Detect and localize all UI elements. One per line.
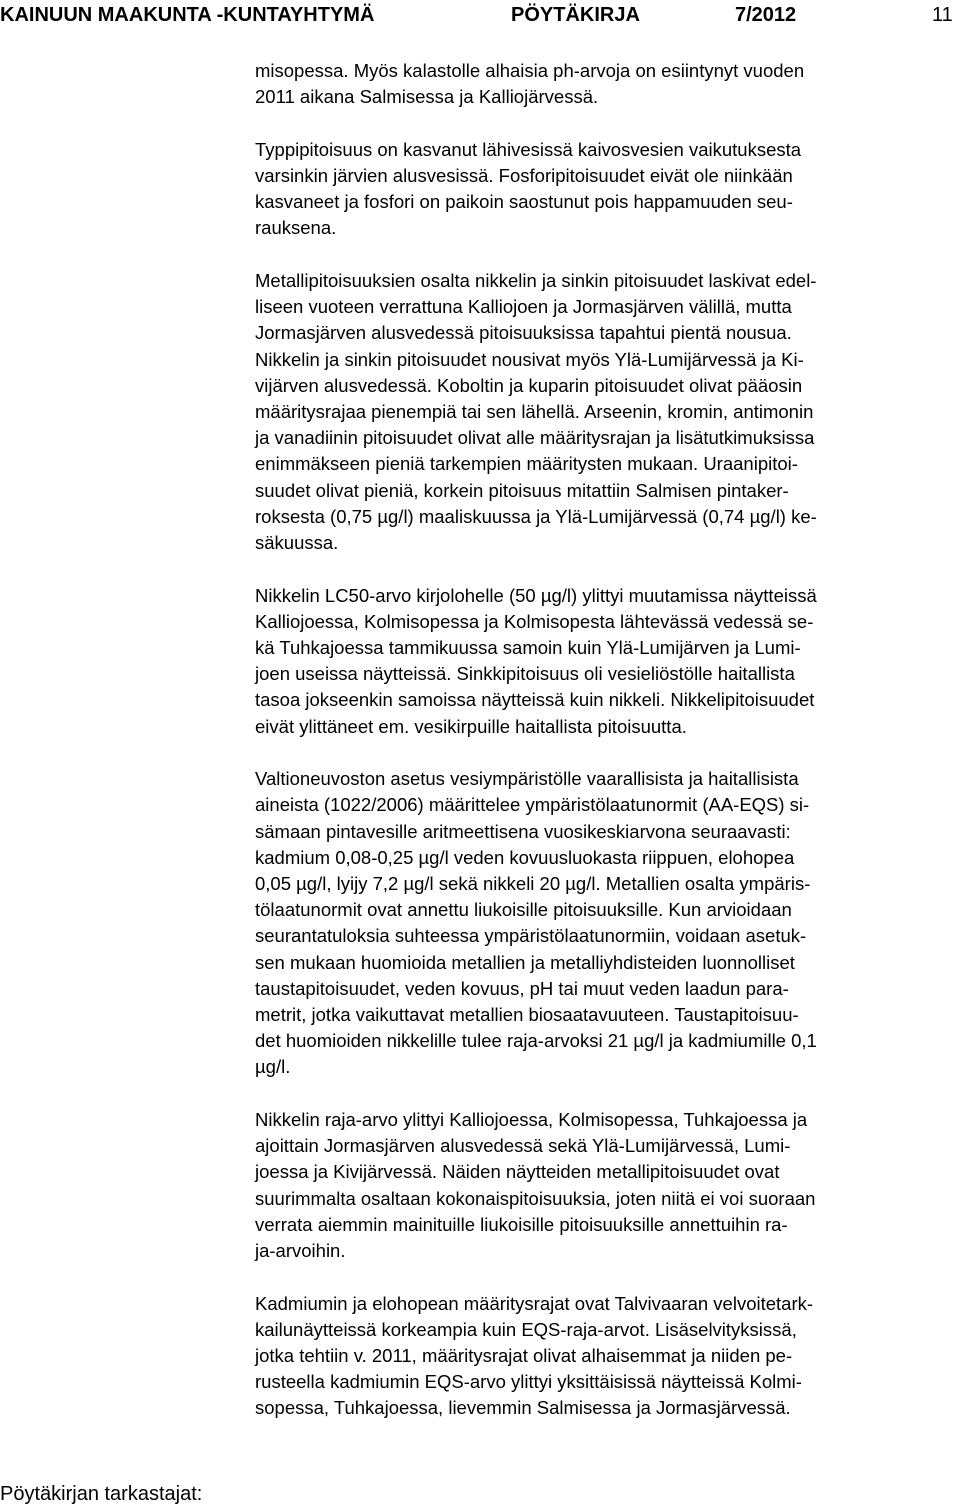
footer-reviewers-label: Pöytäkirjan tarkastajat: (0, 1483, 203, 1505)
paragraph (255, 268, 960, 556)
text-line: tölaatunormit ovat annettu liukoisille pitoisuuksille. Kun arvioidaan (255, 899, 792, 921)
text-line: µg/l. (255, 1056, 291, 1078)
document-type: PÖYTÄKIRJA (511, 4, 640, 26)
text-line: rauksena. (255, 217, 337, 239)
text-line: aineista (1022/2006) määrittelee ympäristölaatunormit (AA-EQS) si- (255, 794, 810, 816)
text-line: verrata aiemmin mainituille liukoisille pitoisuuksille annettuihin ra- (255, 1213, 788, 1235)
text-line: kailunäytteissä korkeampia kuin EQS-raja-arvot. Lisäselvityksissä, (255, 1318, 797, 1340)
text-line: seurantatuloksia suhteessa ympäristölaatunormiin, voidaan asetuk- (255, 925, 807, 947)
text-line: metrit, jotka vaikuttavat metallien biosaatavuuteen. Taustapitoisuu- (255, 1004, 799, 1026)
text-line: Nikkelin LC50-arvo kirjolohelle (50 µg/l) ylittyi muutamissa näytteissä (255, 584, 817, 606)
text-line: Kalliojoessa, Kolmisopessa ja Kolmisopesta lähtevässä vedessä se- (255, 610, 814, 632)
paragraph (255, 766, 960, 1080)
organization-name: KAINUUN MAAKUNTA -KUNTAYHTYMÄ (0, 4, 375, 26)
text-line: roksesta (0,75 µg/l) maaliskuussa ja Ylä-Lumijärvessä (0,74 µg/l) ke- (255, 505, 817, 527)
paragraph (255, 58, 960, 110)
text-line: tasoa jokseenkin samoissa näytteissä kuin nikkeli. Nikkelipitoisuudet (255, 689, 815, 711)
text-line: taustapitoisuudet, veden kovuus, pH tai muut veden laadun para- (255, 977, 789, 999)
text-line: joen useissa näytteissä. Sinkkipitoisuus oli vesieliöstölle haitallista (255, 663, 795, 685)
text-line: kadmium 0,08-0,25 µg/l veden kovuusluokasta riippuen, elohopea (255, 846, 795, 868)
text-line: Kadmiumin ja elohopean määritysrajat ovat Talvivaaran velvoitetark- (255, 1292, 814, 1314)
text-line: kasvaneet ja fosfori on paikoin saostunut pois happamuuden seu- (255, 191, 793, 213)
text-line: varsinkin järvien alusvesissä. Fosforipitoisuudet eivät ole niinkään (255, 165, 793, 186)
text-line: Nikkelin ja sinkin pitoisuudet nousivat myös Ylä-Lumijärvessä ja Ki- (255, 348, 804, 370)
text-line: eivät ylittäneet em. vesikirpuille haitallista pitoisuutta. (255, 715, 687, 737)
text-line: vijärven alusvedessä. Koboltin ja kuparin pitoisuudet olivat pääosin (255, 374, 803, 396)
paragraph (255, 1291, 960, 1422)
text-line: misopessa. Myös kalastolle alhaisia ph-arvoja on esiintynyt vuoden (255, 60, 805, 81)
text-line: sopessa, Tuhkajoessa, lievemmin Salmisessa ja Jormasjärvessä. (255, 1397, 791, 1419)
page-header (0, 2, 960, 32)
text-line: rusteella kadmiumin EQS-arvo ylittyi yksittäisissä näytteissä Kolmi- (255, 1371, 802, 1393)
text-line: määritysrajaa pienempiä tai sen lähellä. Arseenin, kromin, antimonin (255, 401, 814, 423)
paragraph (255, 1107, 960, 1264)
text-line: Jormasjärven alusvedessä pitoisuuksissa tapahtui pientä nousua. (255, 322, 792, 344)
text-line: det huomioiden nikkelille tulee raja-arvoksi 21 µg/l ja kadmiumille 0,1 (255, 1030, 817, 1052)
text-line: 2011 aikana Salmisessa ja Kalliojärvessä. (255, 86, 599, 108)
paragraph (255, 137, 960, 242)
page-number: 11 (932, 4, 953, 26)
text-line: jotka tehtiin v. 2011, määritysrajat olivat alhaisemmat ja niiden pe- (255, 1345, 793, 1367)
document-number: 7/2012 (735, 4, 797, 26)
text-line: enimmäkseen pieniä tarkempien määritysten mukaan. Uraanipitoi- (255, 453, 798, 475)
text-line: Metallipitoisuuksien osalta nikkelin ja sinkin pitoisuudet laskivat edel- (255, 270, 817, 291)
text-line: suurimmalta osaltaan kokonaispitoisuuksia, joten niitä ei voi suoraan (255, 1187, 816, 1209)
text-line: ja-arvoihin. (255, 1240, 346, 1262)
text-line: joessa ja Kivijärvessä. Näiden näytteiden metallipitoisuudet ovat (255, 1161, 780, 1183)
text-line: liseen vuoteen verrattuna Kalliojoen ja Jormasjärven välillä, mutta (255, 296, 792, 318)
text-line: Typpipitoisuus on kasvanut lähivesissä kaivosvesien vaikutuksesta (255, 138, 802, 160)
text-line: ajoittain Jormasjärven alusvedessä sekä Ylä-Lumijärvessä, Lumi- (255, 1135, 791, 1157)
text-line: sämaan pintavesille aritmeettisena vuosikeskiarvona seuraavasti: (255, 820, 791, 842)
text-line: 0,05 µg/l, lyijy 7,2 µg/l sekä nikkeli 20 µg/l. Metallien osalta ympäris- (255, 873, 811, 895)
document-body (255, 58, 960, 1448)
paragraph (255, 583, 960, 740)
text-line: Nikkelin raja-arvo ylittyi Kalliojoessa, Kolmisopessa, Tuhkajoessa ja (255, 1109, 808, 1131)
text-line: ja vanadiinin pitoisuudet olivat alle määritysrajan ja lisätutkimuksissa (255, 427, 815, 449)
text-line: säkuussa. (255, 532, 339, 554)
text-line: sen mukaan huomioida metallien ja metalliyhdisteiden luonnolliset (255, 951, 795, 973)
text-line: Valtioneuvoston asetus vesiympäristölle vaarallisista ja haitallisista (255, 768, 799, 790)
text-line: kä Tuhkajoessa tammikuussa samoin kuin Ylä-Lumijärven ja Lumi- (255, 637, 801, 659)
text-line: suudet olivat pieniä, korkein pitoisuus mitattiin Salmisen pintaker- (255, 479, 789, 501)
